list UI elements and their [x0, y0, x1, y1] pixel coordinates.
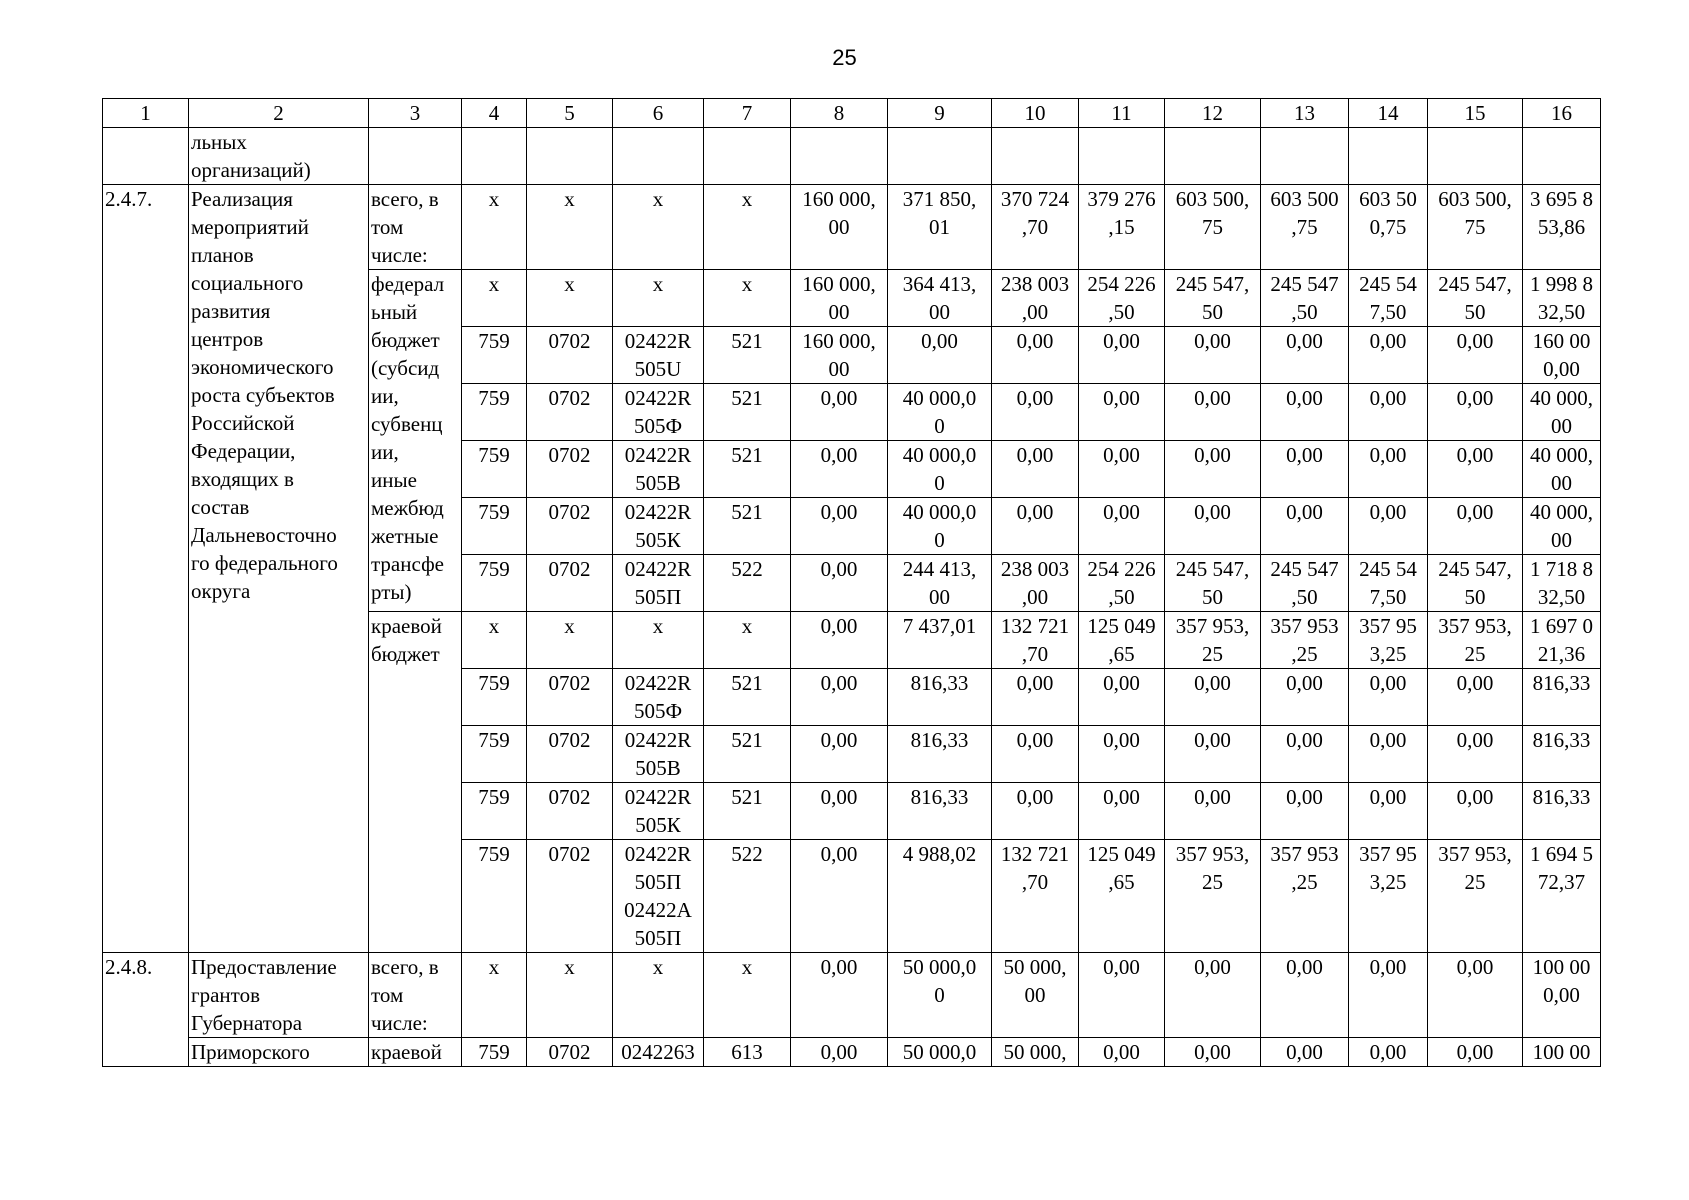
table-cell-col-12: 357 953, 25	[1165, 612, 1261, 669]
table-cell-col-10: 50 000, 00	[992, 953, 1079, 1038]
table-cell-col-4: 759	[462, 498, 527, 555]
table-cell-col-10: 132 721 ,70	[992, 840, 1079, 953]
table-cell-col-10: 0,00	[992, 783, 1079, 840]
column-header-6: 6	[613, 99, 704, 128]
funding-source-cell: федерал ьный бюджет (субсид ии, субвенц ии, иные межбюд жетные трансфе рты)	[369, 270, 462, 612]
table-cell-col-9: 816,33	[888, 669, 992, 726]
column-header-12: 12	[1165, 99, 1261, 128]
table-cell-col-7: 522	[704, 555, 791, 612]
table-cell-col-14: 0,00	[1349, 783, 1428, 840]
table-cell-col-12: 0,00	[1165, 327, 1261, 384]
column-header-13: 13	[1261, 99, 1349, 128]
table-cell-col-11: 0,00	[1079, 726, 1165, 783]
table-cell-col-4: x	[462, 270, 527, 327]
table-cell-col-7: 521	[704, 726, 791, 783]
table-cell-col-12: 0,00	[1165, 498, 1261, 555]
table-cell-col-6: x	[613, 612, 704, 669]
table-cell-col-11: 0,00	[1079, 953, 1165, 1038]
table-cell-col-14	[1349, 128, 1428, 185]
table-cell-col-14: 0,00	[1349, 1038, 1428, 1067]
table-cell-col-6: x	[613, 953, 704, 1038]
table-cell-col-13: 0,00	[1261, 669, 1349, 726]
table-cell-col-13: 0,00	[1261, 783, 1349, 840]
budget-table	[102, 98, 1601, 1067]
table-cell-col-10: 0,00	[992, 669, 1079, 726]
table-cell-col-7: x	[704, 185, 791, 270]
column-header-10: 10	[992, 99, 1079, 128]
row-name-cell: Приморского	[189, 1038, 369, 1067]
table-cell-col-15: 603 500, 75	[1428, 185, 1523, 270]
table-cell-col-15	[1428, 128, 1523, 185]
table-cell-col-11: 0,00	[1079, 1038, 1165, 1067]
table-row	[103, 953, 1601, 1038]
table-cell-col-7: 521	[704, 498, 791, 555]
table-cell-col-13: 0,00	[1261, 953, 1349, 1038]
table-cell-col-13: 603 500 ,75	[1261, 185, 1349, 270]
table-cell-col-16: 1 694 5 72,37	[1523, 840, 1601, 953]
column-header-15: 15	[1428, 99, 1523, 128]
table-cell-col-10: 0,00	[992, 498, 1079, 555]
funding-source-cell: краевой	[369, 1038, 462, 1067]
table-cell-col-13: 245 547 ,50	[1261, 555, 1349, 612]
table-cell-col-8: 0,00	[791, 953, 888, 1038]
table-cell-col-10: 238 003 ,00	[992, 555, 1079, 612]
table-cell-col-5	[527, 128, 613, 185]
table-cell-col-5: 0702	[527, 384, 613, 441]
table-cell-col-9: 4 988,02	[888, 840, 992, 953]
column-header-16: 16	[1523, 99, 1601, 128]
table-cell-col-7	[704, 128, 791, 185]
table-cell-col-9: 816,33	[888, 726, 992, 783]
table-cell-col-14: 0,00	[1349, 327, 1428, 384]
column-header-7: 7	[704, 99, 791, 128]
table-cell-col-6: 02422R 505Ф	[613, 669, 704, 726]
table-cell-col-15: 0,00	[1428, 498, 1523, 555]
table-cell-col-6: 02422R 505К	[613, 498, 704, 555]
table-cell-col-6: 02422R 505К	[613, 783, 704, 840]
table-cell-col-11: 254 226 ,50	[1079, 270, 1165, 327]
table-cell-col-7: x	[704, 953, 791, 1038]
column-header-11: 11	[1079, 99, 1165, 128]
table-cell-col-14: 245 54 7,50	[1349, 270, 1428, 327]
table-cell-col-6: 02422R 505В	[613, 441, 704, 498]
table-cell-col-12: 0,00	[1165, 1038, 1261, 1067]
table-cell-col-7: 522	[704, 840, 791, 953]
table-row	[103, 185, 1601, 270]
column-header-9: 9	[888, 99, 992, 128]
table-cell-col-5: 0702	[527, 498, 613, 555]
table-cell-col-12: 0,00	[1165, 384, 1261, 441]
table-cell-col-7: 521	[704, 669, 791, 726]
table-cell-col-4: 759	[462, 783, 527, 840]
table-cell-col-7: 613	[704, 1038, 791, 1067]
table-cell-col-15: 0,00	[1428, 953, 1523, 1038]
table-cell-col-4: 759	[462, 726, 527, 783]
table-cell-col-13: 0,00	[1261, 384, 1349, 441]
table-cell-col-8: 0,00	[791, 384, 888, 441]
table-cell-col-13: 357 953 ,25	[1261, 840, 1349, 953]
table-cell-col-8: 0,00	[791, 555, 888, 612]
table-cell-col-4: 759	[462, 441, 527, 498]
table-cell-col-16: 40 000, 00	[1523, 498, 1601, 555]
table-cell-col-9: 50 000,0	[888, 1038, 992, 1067]
table-cell-col-10: 50 000,	[992, 1038, 1079, 1067]
funding-source-cell: всего, в том числе:	[369, 185, 462, 270]
table-cell-col-8: 160 000, 00	[791, 327, 888, 384]
table-cell-col-9: 50 000,0 0	[888, 953, 992, 1038]
table-cell-col-14: 357 95 3,25	[1349, 612, 1428, 669]
table-cell-col-15: 0,00	[1428, 327, 1523, 384]
table-cell-col-12: 603 500, 75	[1165, 185, 1261, 270]
table-cell-col-16: 816,33	[1523, 669, 1601, 726]
table-cell-col-15: 0,00	[1428, 726, 1523, 783]
row-number-cell	[103, 128, 189, 185]
table-cell-col-13: 0,00	[1261, 726, 1349, 783]
table-cell-col-13: 0,00	[1261, 441, 1349, 498]
table-cell-col-10: 370 724 ,70	[992, 185, 1079, 270]
table-cell-col-16: 3 695 8 53,86	[1523, 185, 1601, 270]
table-cell-col-15: 245 547, 50	[1428, 555, 1523, 612]
column-header-1: 1	[103, 99, 189, 128]
table-cell-col-12: 0,00	[1165, 783, 1261, 840]
table-cell-col-8: 160 000, 00	[791, 185, 888, 270]
table-cell-col-7: x	[704, 612, 791, 669]
table-cell-col-15: 0,00	[1428, 1038, 1523, 1067]
table-cell-col-15: 357 953, 25	[1428, 612, 1523, 669]
table-cell-col-6: 02422R 505U	[613, 327, 704, 384]
table-cell-col-11: 125 049 ,65	[1079, 612, 1165, 669]
table-cell-col-13: 0,00	[1261, 1038, 1349, 1067]
table-cell-col-14: 0,00	[1349, 441, 1428, 498]
table-cell-col-12	[1165, 128, 1261, 185]
table-cell-col-8	[791, 128, 888, 185]
table-cell-col-6: 0242263	[613, 1038, 704, 1067]
table-cell-col-13: 245 547 ,50	[1261, 270, 1349, 327]
table-cell-col-12: 357 953, 25	[1165, 840, 1261, 953]
table-cell-col-12: 0,00	[1165, 441, 1261, 498]
table-cell-col-16: 100 00	[1523, 1038, 1601, 1067]
row-name-cell: Реализация мероприятий планов социального развития центров экономического роста субъектов Российской Федерации, входящих в состав Дальневосточно го федерального округа	[189, 185, 369, 953]
table-cell-col-10: 238 003 ,00	[992, 270, 1079, 327]
table-cell-col-9: 371 850, 01	[888, 185, 992, 270]
table-cell-col-8: 0,00	[791, 441, 888, 498]
table-cell-col-16: 40 000, 00	[1523, 441, 1601, 498]
table-cell-col-8: 0,00	[791, 783, 888, 840]
table-cell-col-11: 0,00	[1079, 783, 1165, 840]
table-cell-col-5: 0702	[527, 441, 613, 498]
table-cell-col-16: 160 00 0,00	[1523, 327, 1601, 384]
table-cell-col-8: 0,00	[791, 726, 888, 783]
table-cell-col-16	[1523, 128, 1601, 185]
table-cell-col-7: x	[704, 270, 791, 327]
row-number-cell: 2.4.7.	[103, 185, 189, 953]
table-cell-col-14: 0,00	[1349, 669, 1428, 726]
table-cell-col-4: 759	[462, 840, 527, 953]
table-cell-col-11: 125 049 ,65	[1079, 840, 1165, 953]
table-cell-col-12: 0,00	[1165, 953, 1261, 1038]
table-cell-col-6: 02422R 505П 02422А 505П	[613, 840, 704, 953]
table-cell-col-9: 7 437,01	[888, 612, 992, 669]
table-cell-col-13	[1261, 128, 1349, 185]
table-cell-col-8: 0,00	[791, 498, 888, 555]
table-cell-col-14: 357 95 3,25	[1349, 840, 1428, 953]
table-cell-col-6: 02422R 505П	[613, 555, 704, 612]
table-cell-col-4: 759	[462, 1038, 527, 1067]
table-cell-col-16: 40 000, 00	[1523, 384, 1601, 441]
table-cell-col-4: 759	[462, 669, 527, 726]
column-header-14: 14	[1349, 99, 1428, 128]
table-cell-col-10: 0,00	[992, 327, 1079, 384]
table-cell-col-4: 759	[462, 384, 527, 441]
table-cell-col-15: 245 547, 50	[1428, 270, 1523, 327]
table-cell-col-15: 0,00	[1428, 384, 1523, 441]
table-cell-col-11: 254 226 ,50	[1079, 555, 1165, 612]
row-name-cell: льных организаций)	[189, 128, 369, 185]
table-cell-col-16: 816,33	[1523, 783, 1601, 840]
column-header-4: 4	[462, 99, 527, 128]
table-cell-col-16: 100 00 0,00	[1523, 953, 1601, 1038]
table-cell-col-7: 521	[704, 327, 791, 384]
table-cell-col-11: 379 276 ,15	[1079, 185, 1165, 270]
table-cell-col-4: x	[462, 185, 527, 270]
table-cell-col-14: 0,00	[1349, 726, 1428, 783]
table-cell-col-6: x	[613, 270, 704, 327]
table-cell-col-16: 1 718 8 32,50	[1523, 555, 1601, 612]
table-cell-col-16: 816,33	[1523, 726, 1601, 783]
table-cell-col-15: 0,00	[1428, 669, 1523, 726]
table-cell-col-15: 0,00	[1428, 783, 1523, 840]
table-cell-col-4: 759	[462, 555, 527, 612]
table-cell-col-14: 0,00	[1349, 953, 1428, 1038]
table-cell-col-15: 357 953, 25	[1428, 840, 1523, 953]
row-name-cell: Предоставление грантов Губернатора	[189, 953, 369, 1038]
table-cell-col-8: 0,00	[791, 840, 888, 953]
table-cell-col-14: 603 50 0,75	[1349, 185, 1428, 270]
table-cell-col-11: 0,00	[1079, 384, 1165, 441]
table-cell-col-5: 0702	[527, 783, 613, 840]
table-cell-col-9: 816,33	[888, 783, 992, 840]
column-header-3: 3	[369, 99, 462, 128]
table-cell-col-5: x	[527, 953, 613, 1038]
table-cell-col-11: 0,00	[1079, 327, 1165, 384]
table-cell-col-7: 521	[704, 384, 791, 441]
column-header-8: 8	[791, 99, 888, 128]
table-cell-col-16: 1 998 8 32,50	[1523, 270, 1601, 327]
table-cell-col-5: x	[527, 270, 613, 327]
table-cell-col-14: 245 54 7,50	[1349, 555, 1428, 612]
table-cell-col-11: 0,00	[1079, 498, 1165, 555]
table-cell-col-5: x	[527, 185, 613, 270]
table-cell-col-4	[462, 128, 527, 185]
table-cell-col-12: 245 547, 50	[1165, 270, 1261, 327]
table-cell-col-15: 0,00	[1428, 441, 1523, 498]
table-cell-col-10: 132 721 ,70	[992, 612, 1079, 669]
table-row	[103, 1038, 1601, 1067]
table-cell-col-5: 0702	[527, 726, 613, 783]
table-cell-col-12: 0,00	[1165, 669, 1261, 726]
table-cell-col-8: 0,00	[791, 1038, 888, 1067]
table-cell-col-9: 40 000,0 0	[888, 498, 992, 555]
table-cell-col-7: 521	[704, 441, 791, 498]
table-cell-col-12: 245 547, 50	[1165, 555, 1261, 612]
table-cell-col-8: 0,00	[791, 612, 888, 669]
table-cell-col-3	[369, 128, 462, 185]
table-cell-col-5: 0702	[527, 555, 613, 612]
table-cell-col-14: 0,00	[1349, 384, 1428, 441]
table-row	[103, 128, 1601, 185]
table-cell-col-6: x	[613, 185, 704, 270]
table-cell-col-9: 40 000,0 0	[888, 441, 992, 498]
table-cell-col-10: 0,00	[992, 726, 1079, 783]
table-cell-col-6: 02422R 505Ф	[613, 384, 704, 441]
table-cell-col-11: 0,00	[1079, 441, 1165, 498]
table-cell-col-5: 0702	[527, 840, 613, 953]
table-cell-col-12: 0,00	[1165, 726, 1261, 783]
table-cell-col-9: 0,00	[888, 327, 992, 384]
table-cell-col-5: 0702	[527, 669, 613, 726]
table-cell-col-4: x	[462, 612, 527, 669]
column-header-5: 5	[527, 99, 613, 128]
table-cell-col-6: 02422R 505В	[613, 726, 704, 783]
table-cell-col-9: 40 000,0 0	[888, 384, 992, 441]
table-header-row	[103, 99, 1601, 128]
table-cell-col-4: x	[462, 953, 527, 1038]
table-cell-col-11	[1079, 128, 1165, 185]
table-cell-col-5: 0702	[527, 1038, 613, 1067]
page-number: 25	[832, 45, 857, 70]
funding-source-cell: краевой бюджет	[369, 612, 462, 953]
table-cell-col-5: x	[527, 612, 613, 669]
table-cell-col-9	[888, 128, 992, 185]
table-cell-col-8: 0,00	[791, 669, 888, 726]
funding-source-cell: всего, в том числе:	[369, 953, 462, 1038]
table-cell-col-5: 0702	[527, 327, 613, 384]
table-cell-col-16: 1 697 0 21,36	[1523, 612, 1601, 669]
table-cell-col-13: 357 953 ,25	[1261, 612, 1349, 669]
table-cell-col-6	[613, 128, 704, 185]
column-header-2: 2	[189, 99, 369, 128]
row-number-cell: 2.4.8.	[103, 953, 189, 1067]
table-cell-col-9: 244 413, 00	[888, 555, 992, 612]
table-cell-col-13: 0,00	[1261, 498, 1349, 555]
table-cell-col-9: 364 413, 00	[888, 270, 992, 327]
table-cell-col-8: 160 000, 00	[791, 270, 888, 327]
table-cell-col-4: 759	[462, 327, 527, 384]
table-cell-col-7: 521	[704, 783, 791, 840]
table-cell-col-13: 0,00	[1261, 327, 1349, 384]
table-cell-col-14: 0,00	[1349, 498, 1428, 555]
table-cell-col-10: 0,00	[992, 441, 1079, 498]
table-cell-col-11: 0,00	[1079, 669, 1165, 726]
table-cell-col-10	[992, 128, 1079, 185]
table-cell-col-10: 0,00	[992, 384, 1079, 441]
